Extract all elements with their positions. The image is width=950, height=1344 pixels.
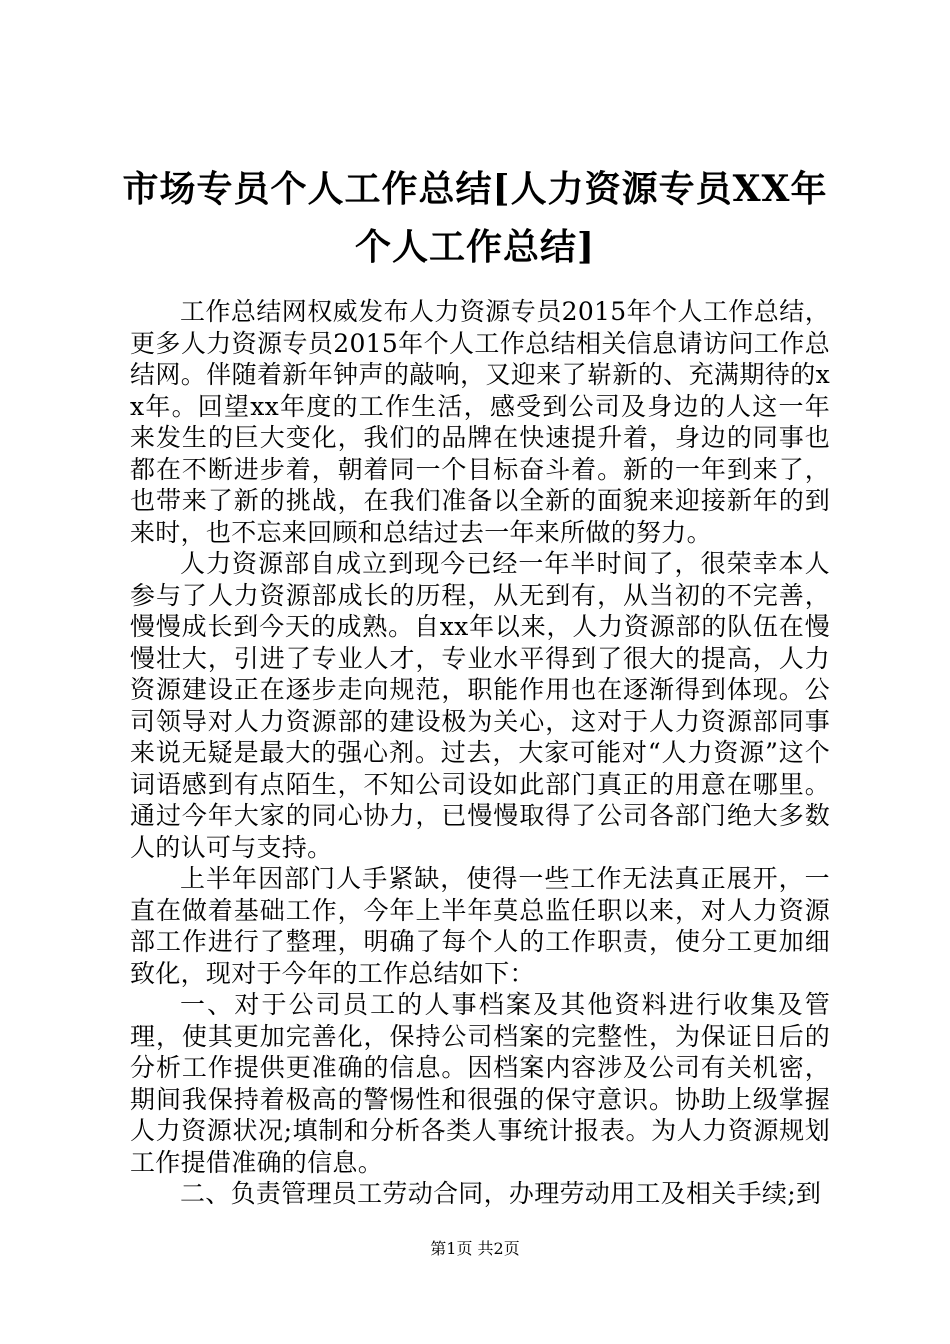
- document-title: 市场专员个人工作总结[人力资源专员XX年个人工作总结]: [122, 168, 828, 268]
- page-footer: [0, 1238, 950, 1260]
- page-number: 第1页 共2页: [430, 1239, 520, 1258]
- paragraph-department-history: 人力资源部自成立到现今已经一年半时间了，很荣幸本人参与了人力资源部成长的历程，从无到有，从当初的不完善，慢慢成长到今天的成熟。自xx年以来，人力资源部的队伍在慢慢壮大，引进了专业人才，专业水平得到了很大的提高，人力资源建设正在逐步走向规范，职能作用也在逐渐得到体现。公司领导对人力资源部的建设极为关心，这对于人力资源部同事来说无疑是最大的强心剂。过去，大家可能对“人力资源”这个词语感到有点陌生，不知公司设如此部门真正的用意在哪里。通过今年大家的同心协力，已慢慢取得了公司各部门绝大多数人的认可与支持。: [130, 549, 830, 862]
- document-body: [130, 296, 830, 1210]
- paragraph-item-one: 一、对于公司员工的人事档案及其他资料进行收集及管理，使其更加完善化，保持公司档案的完整性，为保证日后的分析工作提供更准确的信息。因档案内容涉及公司有关机密，期间我保持着极高的警惕性和很强的保守意识。协助上级掌握人力资源状况;填制和分析各类人事统计报表。为人力资源规划工作提借准确的信息。: [130, 990, 830, 1177]
- paragraph-intro: 工作总结网权威发布人力资源专员2015年个人工作总结，更多人力资源专员2015年个人工作总结相关信息请访问工作总结网。伴随着新年钟声的敲响，又迎来了崭新的、充满期待的xx年。回望xx年度的工作生活，感受到公司及身边的人这一年来发生的巨大变化，我们的品牌在快速提升着，身边的同事也都在不断进步着，朝着同一个目标奋斗着。新的一年到来了，也带来了新的挑战，在我们准备以全新的面貌来迎接新年的到来时，也不忘来回顾和总结过去一年来所做的努力。: [130, 297, 830, 547]
- paragraph-item-two: 二、负责管理员工劳动合同，办理劳动用工及相关手续;到: [180, 1179, 822, 1208]
- paragraph-first-half-year: 上半年因部门人手紧缺，使得一些工作无法真正展开，一直在做着基础工作，今年上半年莫总监任职以来，对人力资源部工作进行了整理，明确了每个人的工作职责，使分工更加细致化，现对于今年的工作总结如下：: [130, 864, 830, 988]
